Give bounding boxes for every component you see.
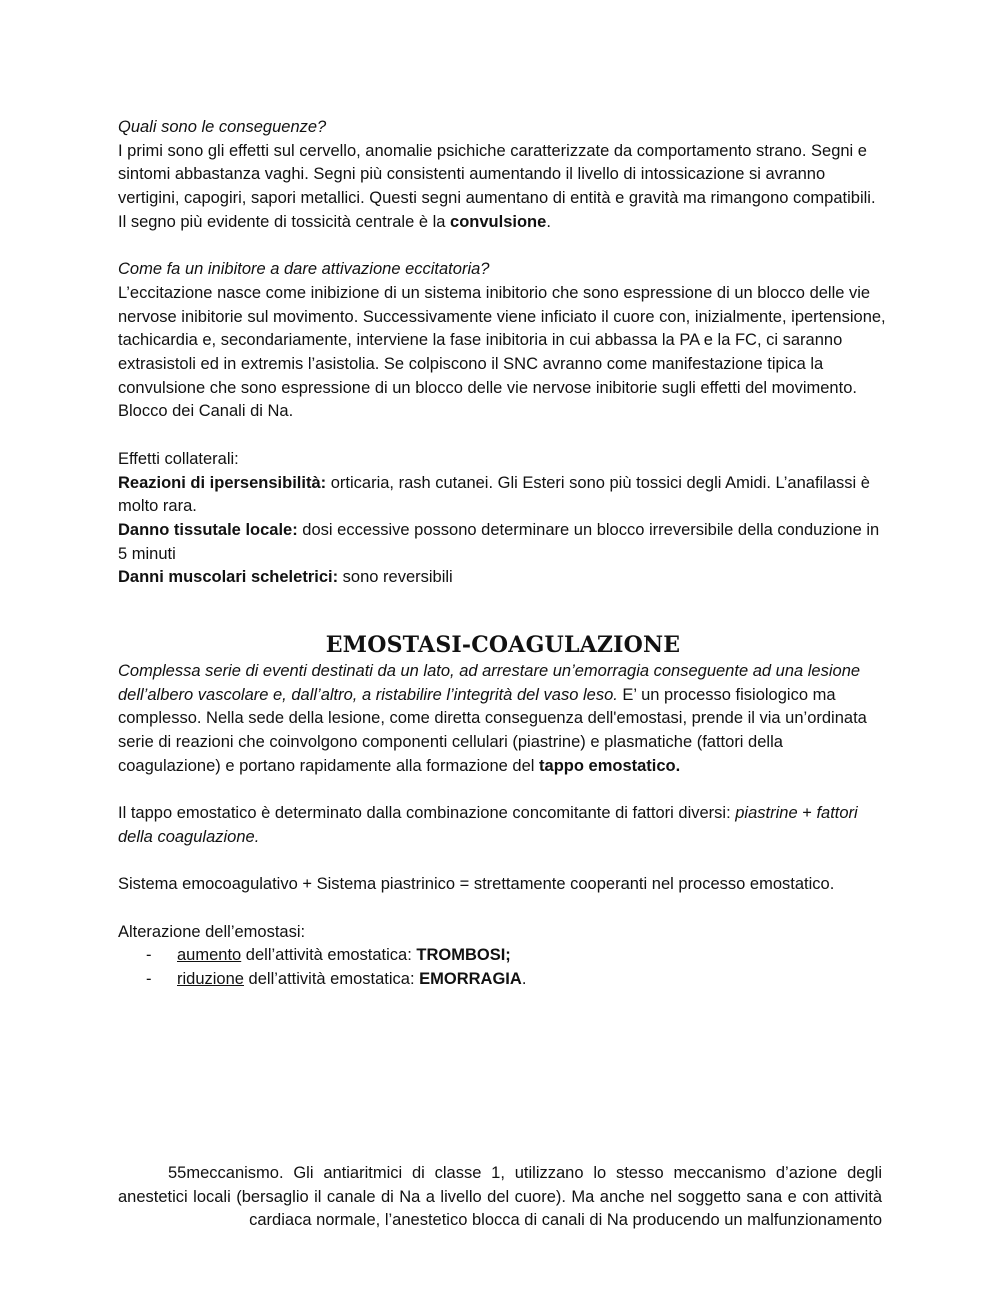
dash-bullet: - [146, 970, 152, 989]
alteration-title: Alterazione dell’emostasi: [118, 922, 306, 941]
question-inhibitor: Come fa un inibitore a dare attivazione eccitatoria? [118, 260, 490, 279]
term-convulsione: convulsione [450, 212, 547, 231]
paragraph-effects-brain: I primi sono gli effetti sul cervello, anomalie psichiche caratterizzate da comportamento strano. Segni e sintomi abbastanza vaghi. Segni più consistenti aumentando il livello di intossicazione si avranno vertigini, capogiri, sapori metallici. Questi segni aumentano di entità e gravità ma rimangono compatibili. [118, 141, 876, 208]
side-effect-hypersensitivity: Reazioni di ipersensibilità: orticaria, rash cutanei. Gli Esteri sono più tossici degli Amidi. L’anafilassi è molto rara. [118, 473, 870, 516]
term-tappo-emostatico: tappo emostatico. [539, 756, 681, 775]
list-item: - riduzione dell’attività emostatica: EMORRAGIA. [118, 968, 888, 992]
alteration-list [118, 944, 888, 991]
paragraph-hemostasis-intro: Complessa serie di eventi destinati da un lato, ad arrestare un’emorragia conseguente ad una lesione dell’albero vascolare e, dall’altro, a ristabilire l’integrità del vaso leso. E’ un processo fisiologico ma complesso. Nella sede della lesione, come diretta conseguenza dell'emostasi, prende il via un’ordinata serie di reazioni che coinvolgono componenti cellulari (piastrine) e plasmatiche (fattori della coagulazione) e portano rapidamente alla formazione del tappo emostatico. [118, 662, 867, 775]
side-effects-title: Effetti collaterali: [118, 449, 239, 468]
paragraph-na-block: Blocco dei Canali di Na. [118, 402, 294, 421]
section-heading: EMOSTASI-COAGULAZIONE [325, 632, 681, 659]
dash-bullet: - [146, 946, 152, 965]
side-effect-muscle-damage: Danni muscolari scheletrici: sono reversibili [118, 568, 453, 587]
paragraph-hemostatic-plug: Il tappo emostatico è determinato dalla combinazione concomitante di fattori diversi: piastrine + fattori della coagulazione. [118, 804, 858, 846]
paragraph-systems: Sistema emocoagulativo + Sistema piastrinico = strettamente cooperanti nel processo emostatico. [118, 875, 835, 894]
paragraph-convulsion: Il segno più evidente di tossicità centrale è la convulsione. [118, 212, 551, 231]
list-item: - aumento dell’attività emostatica: TROMBOSI; [118, 944, 888, 968]
document-page [118, 116, 888, 992]
side-effect-tissue-damage: Danno tissutale locale: dosi eccessive possono determinare un blocco irreversibile della conduzione in 5 minuti [118, 520, 880, 563]
footnote: 55meccanismo. Gli antiaritmici di classe 1, utilizzano lo stesso meccanismo d’azione degli anestetici locali (bersaglio il canale di Na a livello del cuore). Ma anche nel soggetto sana e con attività cardiaca normale, l’anestetico blocca di canali di Na producendo un malfunzionamento [118, 1164, 882, 1230]
paragraph-excitation: L’eccitazione nasce come inibizione di un sistema inibitorio che sono espressione di un blocco delle vie nervose inibitorie sul movimento. Successivamente viene inficiato il cuore con, inizialmente, ipertensione, tachicardia e, secondariamente, interviene la fase inibitoria in cui abbassa la PA e la FC, ci saranno extrasistoli ed in extremis l’asistolia. Se colpiscono il SNC avranno come manifestazione tipica la convulsione che sono espressione di un blocco delle vie nervose inibitorie sugli effetti del movimento. [118, 283, 886, 397]
question-consequences: Quali sono le conseguenze? [118, 118, 327, 136]
